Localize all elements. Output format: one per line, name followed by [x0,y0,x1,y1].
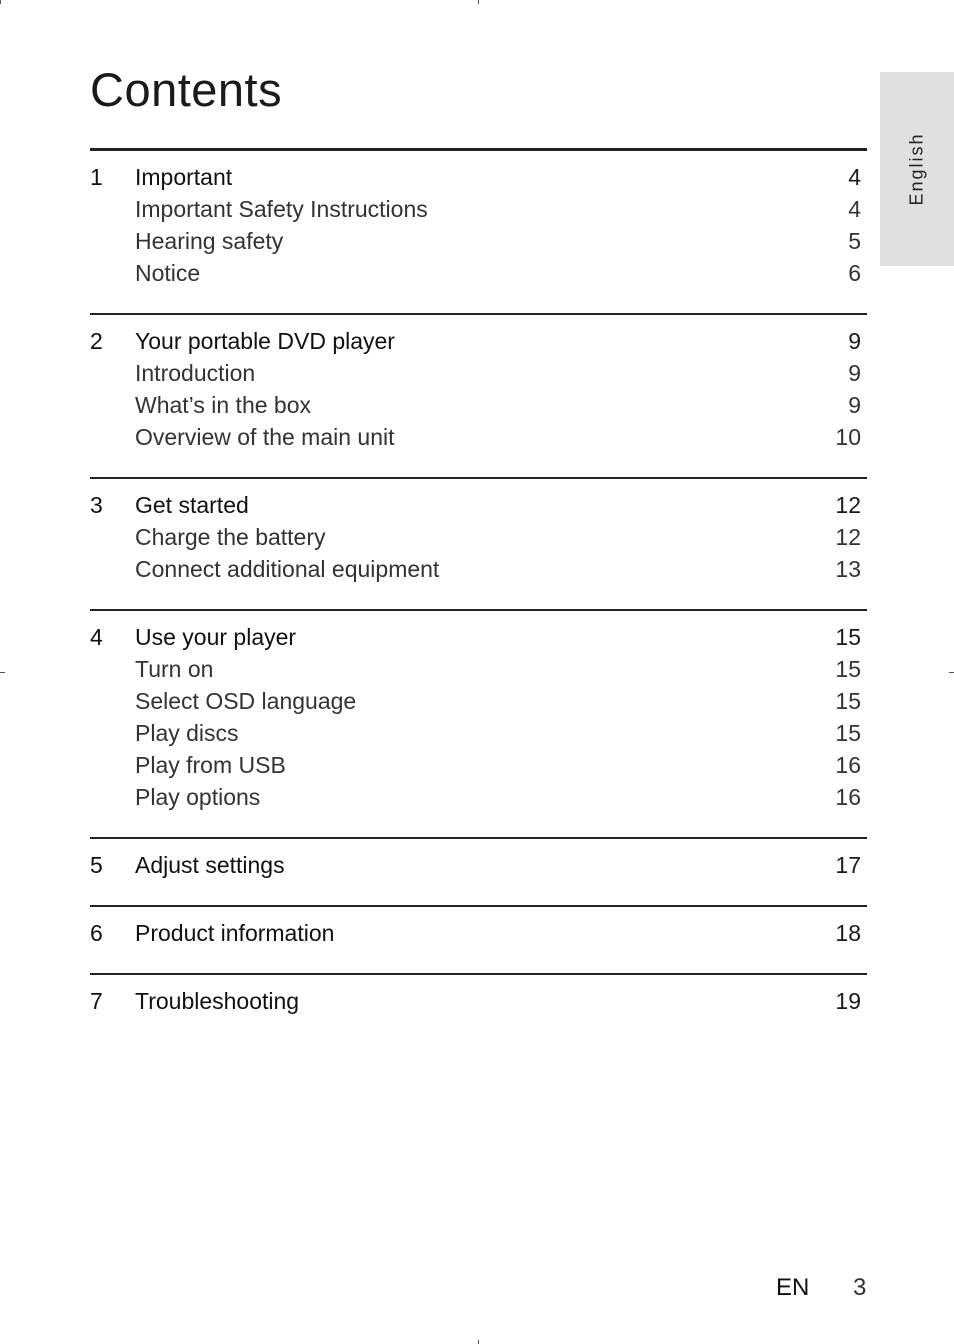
toc-section [90,837,867,905]
toc-entry-row[interactable] [90,193,867,225]
toc-section [90,148,867,313]
toc-entry-row[interactable] [90,685,867,717]
chapter-page: 4 [848,164,861,190]
toc-entry-row[interactable] [90,653,867,685]
toc-entry-page: 15 [835,688,861,714]
toc-entry-row[interactable] [90,389,867,421]
chapter-number: 5 [90,852,103,878]
toc-chapter-row[interactable] [90,325,867,357]
toc-entry-page: 16 [835,752,861,778]
language-tab-label: English [906,132,927,206]
page-title: Contents [90,63,283,116]
chapter-page: 15 [835,624,861,650]
chapter-number: 3 [90,492,103,518]
toc-entry-page: 9 [848,392,861,418]
crop-mark-left-middle [0,672,5,673]
chapter-title: Get started [135,492,249,518]
toc-entry-label: Notice [135,260,201,286]
crop-mark-top-center [478,0,479,4]
toc-entry-page: 6 [848,260,861,286]
toc-entry-page: 4 [848,196,861,222]
toc-section [90,313,867,477]
toc-entry-label: Play from USB [135,752,286,778]
chapter-number: 4 [90,624,103,650]
chapter-page: 12 [835,492,861,518]
toc-entry-page: 5 [848,228,861,254]
chapter-title: Important [135,164,233,190]
toc-entry-label: What’s in the box [135,392,312,418]
chapter-page: 19 [835,988,861,1014]
toc-entry-page: 13 [835,556,861,582]
toc-entry-label: Play options [135,784,261,810]
toc-entry-row[interactable] [90,521,867,553]
toc-entry-label: Play discs [135,720,239,746]
crop-mark-right-middle [949,672,954,673]
crop-mark-bottom-center [478,1340,479,1344]
toc-entry-row[interactable] [90,717,867,749]
toc-entry-row[interactable] [90,357,867,389]
language-tab [880,72,954,266]
toc-chapter-row[interactable] [90,849,867,881]
toc-entry-label: Connect additional equipment [135,556,440,582]
toc-entry-label: Introduction [135,360,256,386]
toc-entry-row[interactable] [90,225,867,257]
chapter-title: Adjust settings [135,852,285,878]
toc-entry-row[interactable] [90,749,867,781]
toc-chapter-row[interactable] [90,917,867,949]
toc-chapter-row[interactable] [90,489,867,521]
chapter-title: Product information [135,920,335,946]
toc-entry-page: 12 [835,524,861,550]
toc-entry-page: 15 [835,656,861,682]
toc-section [90,477,867,609]
chapter-title: Troubleshooting [135,988,300,1014]
chapter-page: 9 [848,328,861,354]
toc-entry-page: 10 [835,424,861,450]
table-of-contents [90,148,867,1041]
footer-language-code: EN [776,1274,810,1301]
toc-entry-row[interactable] [90,553,867,585]
crop-mark-top-left [0,0,1,4]
toc-entry-page: 9 [848,360,861,386]
toc-chapter-row[interactable] [90,161,867,193]
toc-chapter-row[interactable] [90,985,867,1017]
toc-section [90,973,867,1041]
toc-entry-label: Turn on [135,656,214,682]
chapter-title: Your portable DVD player [135,328,395,354]
toc-entry-label: Charge the battery [135,524,326,550]
chapter-page: 18 [835,920,861,946]
toc-entry-row[interactable] [90,257,867,289]
chapter-number: 1 [90,164,103,190]
chapter-page: 17 [835,852,861,878]
chapter-number: 7 [90,988,103,1014]
toc-entry-label: Hearing safety [135,228,284,254]
toc-entry-page: 16 [835,784,861,810]
chapter-number: 2 [90,328,103,354]
toc-chapter-row[interactable] [90,621,867,653]
toc-entry-label: Select OSD language [135,688,357,714]
toc-entry-label: Important Safety Instructions [135,196,428,222]
footer-page-number: 3 [853,1274,867,1301]
chapter-title: Use your player [135,624,297,650]
chapter-number: 6 [90,920,103,946]
toc-entry-label: Overview of the main unit [135,424,395,450]
toc-section [90,609,867,837]
toc-entry-row[interactable] [90,421,867,453]
toc-entry-page: 15 [835,720,861,746]
toc-entry-row[interactable] [90,781,867,813]
toc-section [90,905,867,973]
